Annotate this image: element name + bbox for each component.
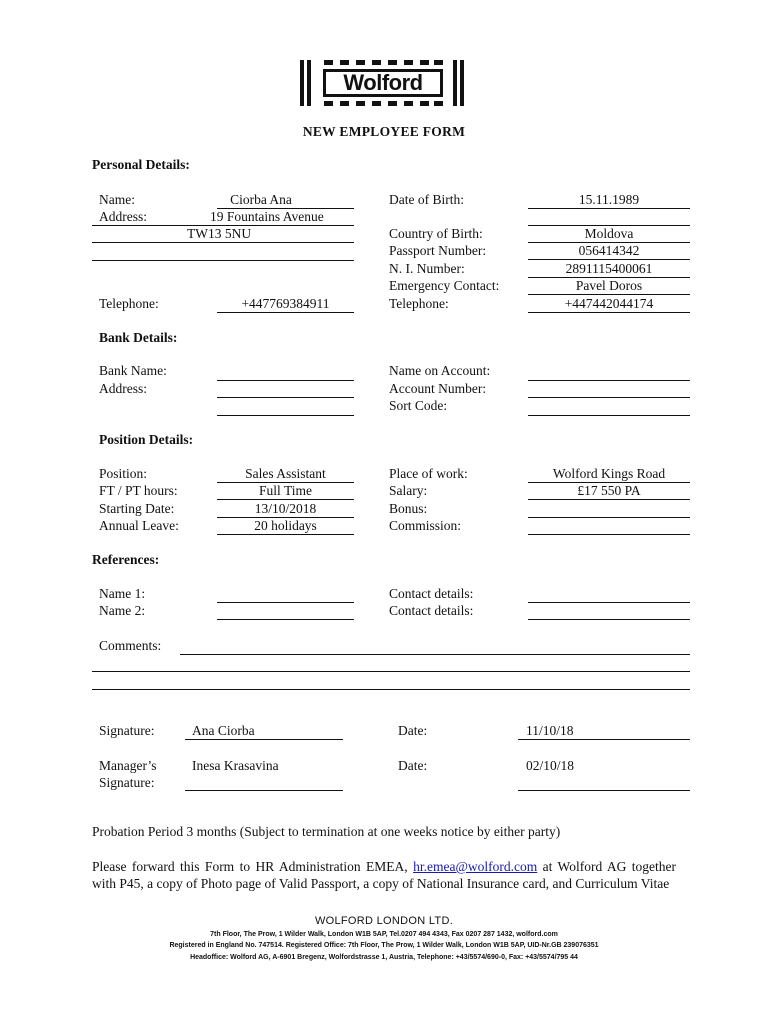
annual-leave-value[interactable]: 20 holidays bbox=[254, 518, 317, 533]
forward-instructions bbox=[92, 858, 676, 892]
dob-value[interactable]: 15.11.1989 bbox=[578, 192, 640, 207]
bank-details-heading: Bank Details: bbox=[99, 330, 178, 345]
signature-underline bbox=[185, 739, 343, 740]
sort-code-label: Sort Code: bbox=[389, 398, 448, 413]
country-label: Country of Birth: bbox=[389, 226, 483, 241]
account-number-label: Account Number: bbox=[389, 381, 487, 396]
name-label: Name: bbox=[99, 192, 135, 207]
address-line-1[interactable]: 19 Fountains Avenue bbox=[210, 209, 324, 224]
telephone-value[interactable]: +447769384911 bbox=[241, 296, 330, 311]
reference-name-1-label: Name 1: bbox=[99, 586, 146, 601]
logo-wordmark: Wolford bbox=[323, 69, 443, 97]
hours-value[interactable]: Full Time bbox=[259, 483, 312, 498]
date-label: Date: bbox=[398, 723, 428, 738]
emergency-contact-underline bbox=[528, 294, 690, 295]
bank-name-label: Bank Name: bbox=[99, 363, 167, 378]
dob-label: Date of Birth: bbox=[389, 192, 464, 207]
bank-name-field[interactable] bbox=[217, 380, 354, 381]
references-heading: References: bbox=[92, 552, 160, 567]
comments-field-3[interactable] bbox=[92, 689, 690, 690]
footer-line-3: Headoffice: Wolford AG, A-6901 Bregenz, Wolfordstrasse 1, Austria, Telephone: +43/5574/690-0, Fax: +43/5574/795 44 bbox=[190, 954, 578, 961]
account-name-label: Name on Account: bbox=[389, 363, 491, 378]
position-label: Position: bbox=[99, 466, 148, 481]
dob-underline bbox=[528, 208, 690, 209]
emergency-telephone-underline bbox=[528, 312, 690, 313]
reference-name-2-label: Name 2: bbox=[99, 603, 146, 618]
probation-text: Probation Period 3 months (Subject to termination at one weeks notice by either party) bbox=[92, 824, 561, 839]
emergency-contact-value[interactable]: Pavel Doros bbox=[575, 278, 643, 293]
manager-signature-label: Signature: bbox=[99, 775, 155, 790]
annual-leave-underline bbox=[217, 534, 354, 535]
footer-line-2: Registered in England No. 747514. Registered Office: 7th Floor, The Prow, 1 Wilder Walk, London W1B 5AP, UID-Nr.GB 239076351 bbox=[169, 942, 599, 949]
contact-details-1-label: Contact details: bbox=[389, 586, 474, 601]
hr-email-link[interactable]: hr.emea@wolford.com bbox=[413, 859, 538, 874]
contact-details-2-label: Contact details: bbox=[389, 603, 474, 618]
salary-value[interactable]: £17 550 PA bbox=[577, 483, 641, 498]
starting-date-label: Starting Date: bbox=[99, 501, 175, 516]
ni-value[interactable]: 2891115400061 bbox=[565, 261, 653, 276]
hours-underline bbox=[217, 499, 354, 500]
emergency-telephone-label: Telephone: bbox=[389, 296, 449, 311]
address-underline-2 bbox=[92, 242, 354, 243]
commission-field[interactable] bbox=[528, 534, 690, 535]
telephone-underline bbox=[217, 312, 354, 313]
passport-label: Passport Number: bbox=[389, 243, 487, 258]
manager-date-underline bbox=[518, 790, 690, 791]
passport-underline bbox=[528, 259, 690, 260]
date-underline bbox=[518, 739, 690, 740]
date-value[interactable]: 11/10/18 bbox=[526, 723, 574, 738]
account-name-field[interactable] bbox=[528, 380, 690, 381]
address-underline-3 bbox=[92, 260, 354, 261]
signature-value[interactable]: Ana Ciorba bbox=[192, 723, 255, 738]
signature-label: Signature: bbox=[99, 723, 155, 738]
forward-text-before: Please forward this Form to HR Administration EMEA, bbox=[92, 859, 408, 874]
telephone-label: Telephone: bbox=[99, 296, 159, 311]
place-of-work-value[interactable]: Wolford Kings Road bbox=[552, 466, 666, 481]
position-value[interactable]: Sales Assistant bbox=[245, 466, 326, 481]
reference-name-2-field[interactable] bbox=[217, 619, 354, 620]
address-line-2[interactable]: TW13 5NU bbox=[187, 226, 252, 241]
reference-name-1-field[interactable] bbox=[217, 602, 354, 603]
sort-code-field[interactable] bbox=[528, 415, 690, 416]
hours-label: FT / PT hours: bbox=[99, 483, 178, 498]
address-label: Address: bbox=[99, 209, 147, 224]
salary-underline bbox=[528, 499, 690, 500]
manager-signature-underline bbox=[185, 790, 343, 791]
account-number-field[interactable] bbox=[528, 397, 690, 398]
comments-field-1[interactable] bbox=[180, 654, 690, 655]
ni-label: N. I. Number: bbox=[389, 261, 465, 276]
bonus-field[interactable] bbox=[528, 517, 690, 518]
manager-label: Manager’s bbox=[99, 758, 157, 773]
manager-date-label: Date: bbox=[398, 758, 428, 773]
passport-value[interactable]: 056414342 bbox=[578, 243, 640, 258]
bank-address-field-2[interactable] bbox=[217, 415, 354, 416]
footer-line-1: 7th Floor, The Prow, 1 Wilder Walk, London W1B 5AP, Tel.0207 494 4343, Fax 0207 287 1432, wolford.com bbox=[210, 931, 558, 938]
emergency-telephone-value[interactable]: +447442044174 bbox=[564, 296, 654, 311]
footer-company: WOLFORD LONDON LTD. bbox=[314, 915, 454, 927]
forward-text-after: at Wolford AG together with P45, a copy of Photo page of Valid Passport, a copy of National Insurance card, and Curriculum Vitae bbox=[92, 859, 677, 891]
contact-details-1-field[interactable] bbox=[528, 602, 690, 603]
personal-details-heading: Personal Details: bbox=[92, 157, 190, 172]
contact-details-2-field[interactable] bbox=[528, 619, 690, 620]
bonus-label: Bonus: bbox=[389, 501, 428, 516]
position-details-heading: Position Details: bbox=[99, 432, 194, 447]
bank-address-label: Address: bbox=[99, 381, 147, 396]
commission-label: Commission: bbox=[389, 518, 462, 533]
comments-label: Comments: bbox=[99, 638, 162, 653]
comments-field-2[interactable] bbox=[92, 671, 690, 672]
wolford-logo bbox=[300, 60, 468, 106]
place-of-work-label: Place of work: bbox=[389, 466, 468, 481]
manager-signature-value[interactable]: Inesa Krasavina bbox=[192, 758, 279, 773]
country-value[interactable]: Moldova bbox=[584, 226, 634, 241]
bank-address-field-1[interactable] bbox=[217, 397, 354, 398]
salary-label: Salary: bbox=[389, 483, 428, 498]
starting-date-value[interactable]: 13/10/2018 bbox=[254, 501, 317, 516]
emergency-contact-label: Emergency Contact: bbox=[389, 278, 500, 293]
manager-date-value[interactable]: 02/10/18 bbox=[526, 758, 575, 773]
form-title: NEW EMPLOYEE FORM bbox=[302, 124, 466, 139]
annual-leave-label: Annual Leave: bbox=[99, 518, 179, 533]
name-value[interactable]: Ciorba Ana bbox=[230, 192, 292, 207]
